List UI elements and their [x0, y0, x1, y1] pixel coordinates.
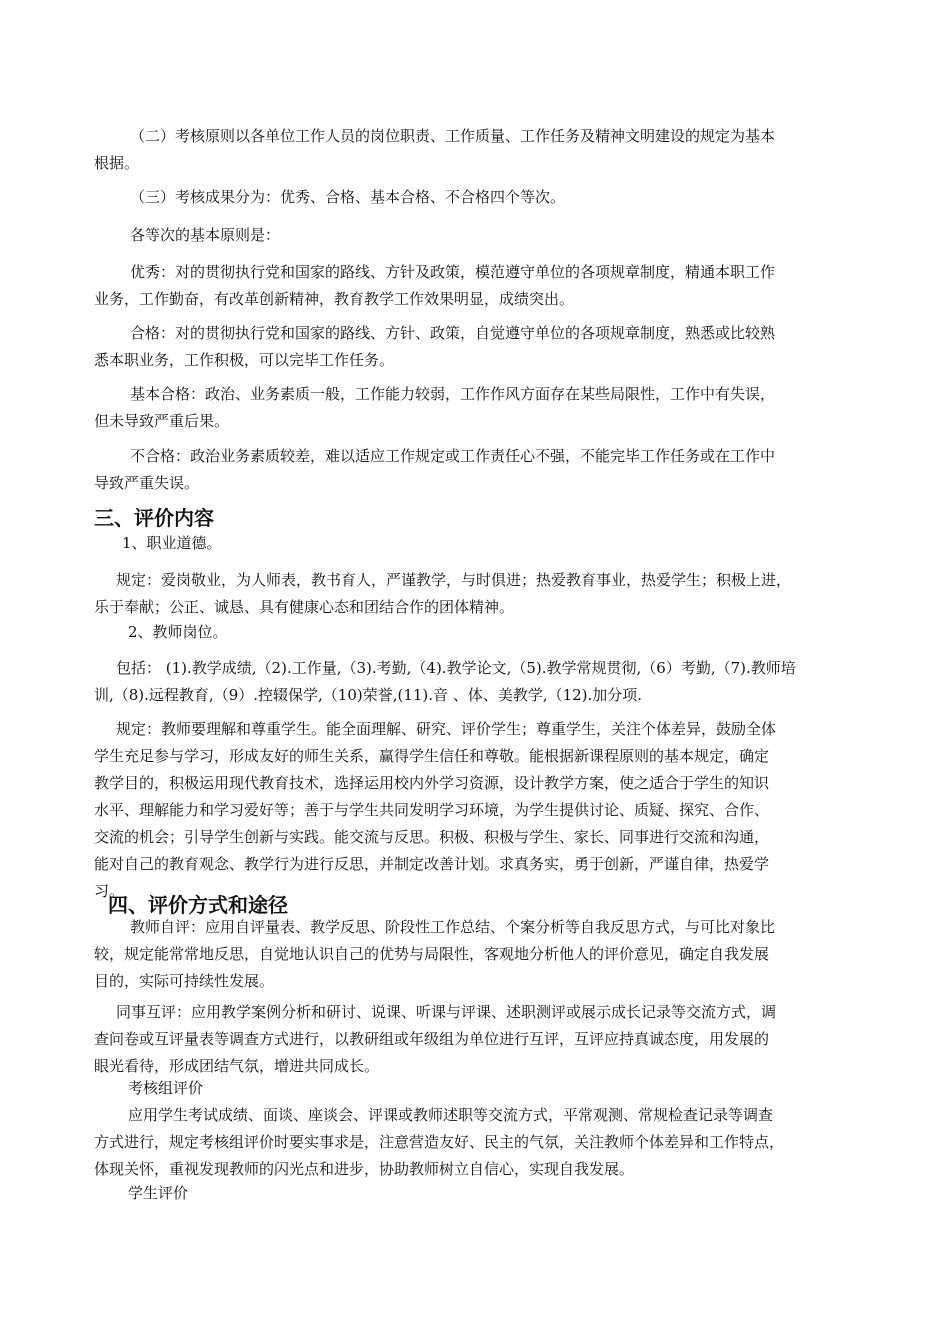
paragraph-assessment-levels: （三）考核成果分为：优秀、合格、基本合格、不合格四个等次。 — [130, 188, 566, 206]
paragraph-self-evaluation: 教师自评：应用自评量表、教学反思、阶段性工作总结、个案分析等自我反思方式，与可比对象比 较，规定能常常地反思，自觉地认识自己的优势与局限性，客观地分析他人的评价意见，确定自我发展 目的，实际可持续性发展。 — [94, 918, 776, 990]
paragraph-ethics-requirements: 规定：爱岗敬业，为人师表，教书育人，严谨教学，与时俱进；热爱教育事业，热爱学生；积极上进， 乐于奉献；公正、诚恳、具有健康心态和团结合作的团体精神。 — [94, 571, 792, 616]
paragraph-professional-ethics-title: 1、职业道德。 — [122, 534, 222, 552]
paragraph-panel-evaluation: 应用学生考试成绩、面谈、座谈会、评课或教师述职等交流方式，平常观测、常规检查记录等调查 方式进行，规定考核组评价时要实事求是，注意营造友好、民主的气氛，关注教师个体差异和工作特点， 体现关怀，重视发现教师的闪光点和进步，协助教师树立自信心，实现自我发展。 — [94, 1106, 785, 1178]
paragraph-level-principles-intro: 各等次的基本原则是： — [130, 226, 281, 244]
paragraph-unqualified: 不合格：政治业务素质较差，难以适应工作规定或工作责任心不强，不能完毕工作任务或在工作中 导致严重失误。 — [94, 447, 776, 492]
paragraph-basically-qualified: 基本合格：政治、业务素质一般，工作能力较弱，工作作风方面存在某些局限性，工作中有失误， 但未导致严重后果。 — [94, 385, 776, 430]
paragraph-excellent: 优秀：对的贯彻执行党和国家的路线、方针及政策，模范遵守单位的各项规章制度，精通本职工作 业务，工作勤奋，有改革创新精神，教育教学工作效果明显，成绩突出。 — [94, 263, 776, 308]
paragraph-post-requirements: 规定：教师要理解和尊重学生。能全面理解、研究、评价学生；尊重学生，关注个体差异，鼓励全体 学生充足参与学习，形成友好的师生关系，赢得学生信任和尊敬。能根据新课程原则的基本规定，确定 教学目的，积极运用现代教育技术，选择运用校内外学习资源，设计教学方案，使之适合于学生的知识 水平、理解能力和学习爱好等；善于与学生共同发明学习环境，为学生提供讨论、质疑、探究、合作、 交流的机会；引导学生创新与实践。能交流与反思。积极、积极与学生、家长、同事进行交流和沟通， 能对自己的教育观念、教学行为进行反思，并制定改善计划。求真务实，勇于创新，严谨自律，热爱学 习。 — [94, 720, 777, 900]
paragraph-student-evaluation-title: 学生评价 — [128, 1184, 189, 1202]
section-heading-evaluation-content: 三、评价内容 — [94, 506, 214, 530]
paragraph-panel-evaluation-title: 考核组评价 — [128, 1079, 204, 1097]
paragraph-qualified: 合格：对的贯彻执行党和国家的路线、方针、政策，自觉遵守单位的各项规章制度，熟悉或比较熟 悉本职业务，工作积极，可以完毕工作任务。 — [94, 324, 776, 369]
paragraph-teacher-post-title: 2、教师岗位。 — [128, 623, 228, 641]
paragraph-peer-evaluation: 同事互评：应用教学案例分析和研讨、说课、听课与评课、述职测评或展示成长记录等交流方式，调 查问卷或互评量表等调查方式进行，以教研组或年级组为单位进行互评，互评应持真诚态度，用发展的 眼光看待，形成团结气氛，增进共同成长。 — [94, 1003, 777, 1075]
paragraph-assessment-principle: （二）考核原则以各单位工作人员的岗位职责、工作质量、工作任务及精神文明建设的规定为基本 根据。 — [94, 127, 776, 172]
paragraph-post-items: 包括： (1).教学成绩,（2).工作量,（3).考勤,（4).教学论文,（5).教学常规贯彻,（6）考勤,（7).教师培 训,（8).远程教育,（9）.控辍保学,（10)荣誉,(11).音 、体、美教学,（12).加分项. — [94, 659, 796, 704]
section-heading-evaluation-methods: 四、评价方式和途径 — [108, 893, 288, 917]
